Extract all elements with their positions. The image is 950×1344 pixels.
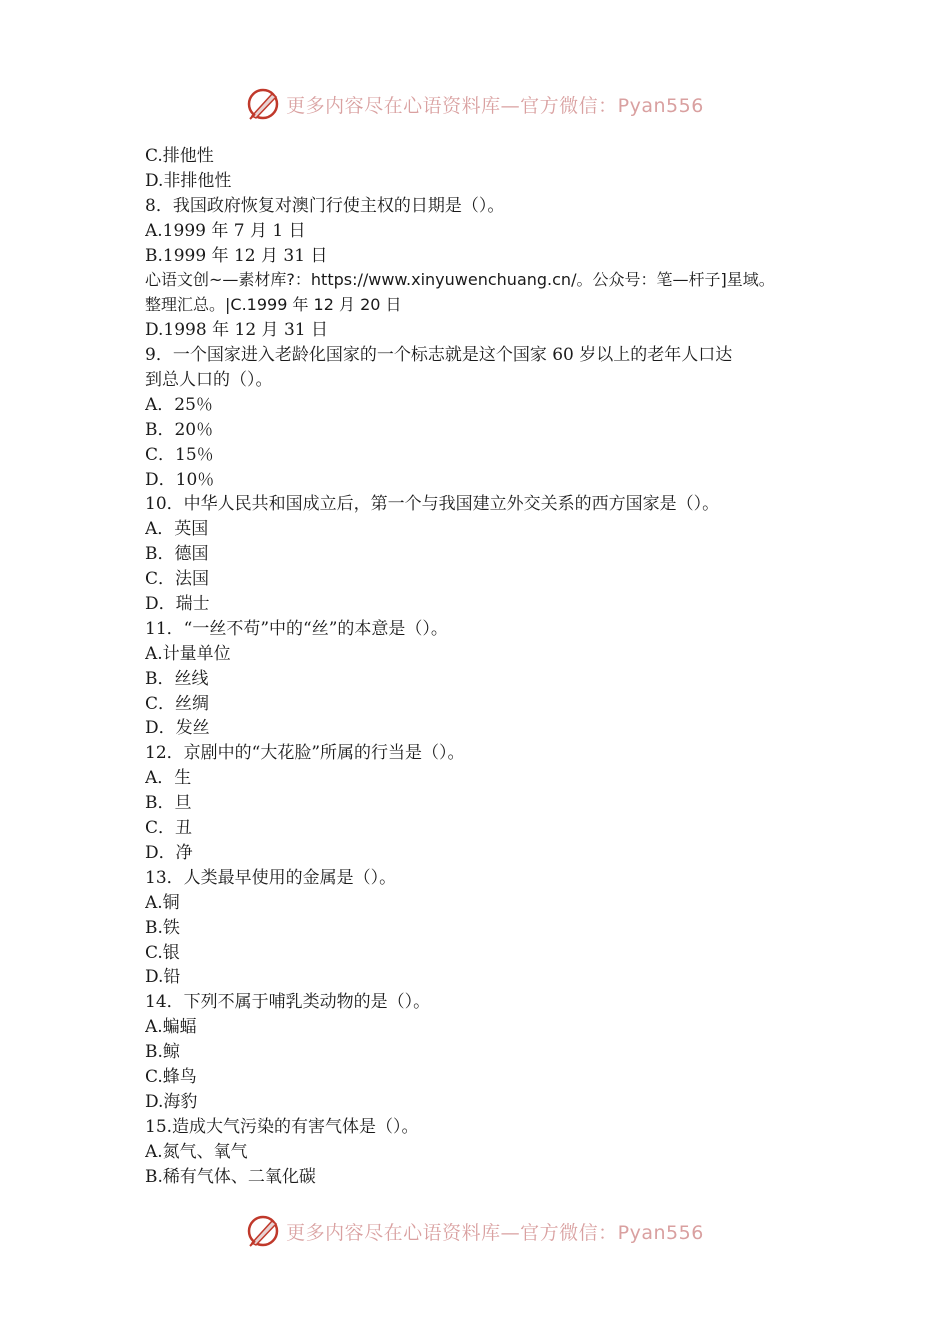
header-banner [0,84,950,124]
banner-text: 更多内容尽在心语资料库—官方微信：Pyan556 [286,94,704,117]
text-line: B．丝线 [145,668,209,689]
question-8: 8．我国政府恢复对澳门行使主权的日期是（）。 [145,195,505,216]
question-15: 15.造成大气污染的有害气体是（）。 [145,1116,419,1137]
text-line: 到总人口的（）。 [145,370,273,391]
text-line: A．英国 [145,519,209,540]
text-line: A．25％ [145,394,213,415]
text-line: A．生 [145,768,192,789]
banner-text: 更多内容尽在心语资料库—官方微信：Pyan556 [286,1221,704,1244]
text-line: C.银 [145,942,180,963]
question-10: 10．中华人民共和国成立后，第一个与我国建立外交关系的西方国家是（）。 [145,494,720,515]
text-line: B.铁 [145,917,180,938]
text-line: B.1999 年 12 月 31 日 [145,245,328,266]
text-line: B．旦 [145,793,192,814]
question-11: 11．“一丝不苟”中的“丝”的本意是（）。 [145,618,448,639]
text-line: D.海豹 [145,1091,198,1112]
text-line: D.非排他性 [145,170,232,191]
footer-banner [0,1211,950,1251]
text-line: B．20％ [145,419,214,440]
document-body [145,144,845,1189]
question-9: 9．一个国家进入老龄化国家的一个标志就是这个国家 60 岁以上的老年人口达 [145,345,733,366]
text-line: D．10％ [145,469,215,490]
text-line: A.蝙蝠 [145,1017,197,1038]
text-line: A.铜 [145,892,180,913]
pen-logo-icon [246,86,282,122]
text-line: A.氮气、氧气 [145,1141,248,1162]
text-line: D．净 [145,842,193,863]
text-line: C．法国 [145,569,210,590]
text-line: A.1999 年 7 月 1 日 [145,220,306,241]
question-13: 13．人类最早使用的金属是（）。 [145,867,397,888]
text-line: A.计量单位 [145,643,231,664]
text-line: D.铅 [145,967,181,988]
text-line: D．瑞士 [145,594,210,615]
watermark-note: 整理汇总。|C.1999 年 12 月 20 日 [145,295,402,315]
text-line: D.1998 年 12 月 31 日 [145,320,328,341]
text-line: C.排他性 [145,146,214,166]
question-12: 12．京剧中的“大花脸”所属的行当是（）。 [145,743,465,764]
text-line: C．丑 [145,818,193,839]
text-line: C．丝绸 [145,693,210,714]
text-line: C.蜂鸟 [145,1066,197,1087]
text-line: B．德国 [145,544,209,565]
text-line: D．发丝 [145,718,210,739]
question-14: 14．下列不属于哺乳类动物的是（）。 [145,992,431,1013]
text-line: C．15％ [145,444,214,465]
text-line: B.稀有气体、二氧化碳 [145,1166,316,1187]
pen-logo-icon [246,1213,282,1249]
watermark-note: 心语文创~—素材库?：https://www.xinyuwenchuang.cn/。公众号：笔—杆子]星域。 [145,270,775,290]
wechat-id: Pyan556 [617,1221,704,1244]
wechat-id: Pyan556 [617,94,704,117]
text-line: B.鲸 [145,1042,180,1063]
